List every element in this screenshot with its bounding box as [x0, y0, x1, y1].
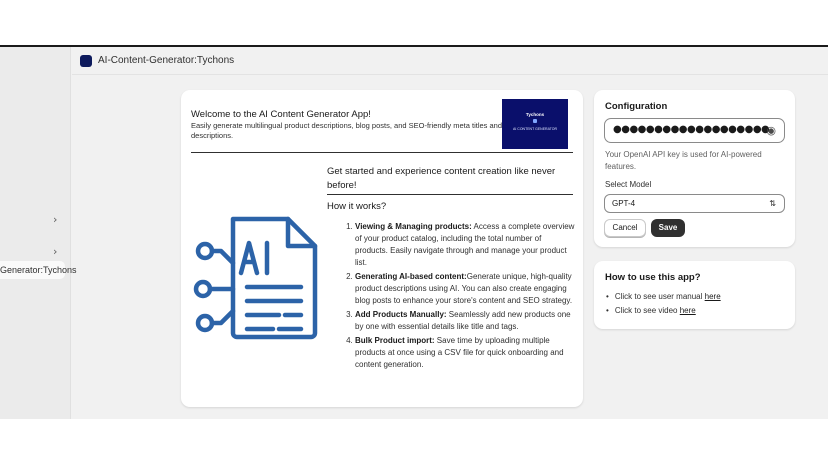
welcome-title: Welcome to the AI Content Generator App! — [191, 109, 371, 120]
bottom-area — [0, 419, 828, 466]
list-item: 2. Generating AI-based content:Generate unique, high-quality product descriptions using AI. You can also create engaging blog posts to enhance your store's content and SEO strategy. — [355, 271, 575, 307]
browser-top-bar — [0, 0, 828, 47]
cancel-button[interactable]: Cancel — [604, 219, 646, 237]
eye-icon[interactable]: ◉ — [766, 124, 776, 137]
model-label: Select Model — [605, 180, 652, 189]
ai-document-icon — [193, 215, 321, 340]
steps-list — [343, 221, 575, 373]
api-key-help-text: Your OpenAI API key is used for AI-powered features. — [605, 150, 762, 171]
video-link[interactable]: here — [679, 306, 696, 315]
list-item: 3. Add Products Manually: Seamlessly add new products one by one with essential details like title and tags. — [355, 309, 575, 333]
how-to-links — [606, 290, 721, 318]
list-item: 1. Viewing & Managing products: Access a complete overview of your product catalog, including the total number of products. Easily navigate through and manage your product list. — [355, 221, 575, 269]
model-select[interactable] — [604, 194, 785, 213]
how-it-works-heading: How it works? — [327, 201, 387, 212]
welcome-card — [181, 90, 583, 407]
welcome-subtitle: Easily generate multilingual product descriptions, blog posts, and SEO-friendly meta titles and descriptions. — [191, 121, 502, 140]
list-item: • Click to see video here — [606, 304, 721, 318]
app-banner-image — [502, 99, 568, 149]
banner-caption: AI CONTENT GENERATOR — [513, 127, 557, 131]
intro-text: Get started and experience content creation like never before! — [327, 166, 556, 191]
list-item: 4. Bulk Product import: Save time by uploading multiple products at once using a CSV file for quick onboarding and content generation. — [355, 335, 575, 371]
configuration-card — [594, 90, 795, 247]
api-key-value: ●●●●●●●●●●●●●●●●●●● — [613, 124, 770, 135]
list-item: • Click to see user manual here — [606, 290, 721, 304]
banner-mark-icon — [533, 119, 537, 123]
select-arrows-icon: ⇅ — [769, 199, 776, 208]
chevron-right-icon[interactable]: › — [53, 245, 58, 258]
banner-brand: Tychons — [525, 112, 545, 117]
chevron-right-icon[interactable]: › — [53, 213, 58, 226]
user-manual-link[interactable]: here — [704, 292, 721, 301]
admin-sidebar — [0, 47, 71, 419]
how-to-use-card — [594, 261, 795, 329]
sidebar-item-app[interactable]: Generator:Tychons — [0, 261, 65, 279]
save-button[interactable]: Save — [651, 219, 685, 237]
app-header — [72, 48, 828, 75]
divider — [327, 194, 573, 195]
api-key-field[interactable] — [604, 118, 785, 143]
configuration-title: Configuration — [605, 101, 668, 112]
divider — [191, 152, 573, 153]
model-select-value: GPT-4 — [612, 199, 636, 208]
how-to-use-title: How to use this app? — [605, 272, 701, 283]
app-logo-icon — [80, 55, 92, 67]
app-title: AI-Content-Generator:Tychons — [98, 55, 235, 66]
